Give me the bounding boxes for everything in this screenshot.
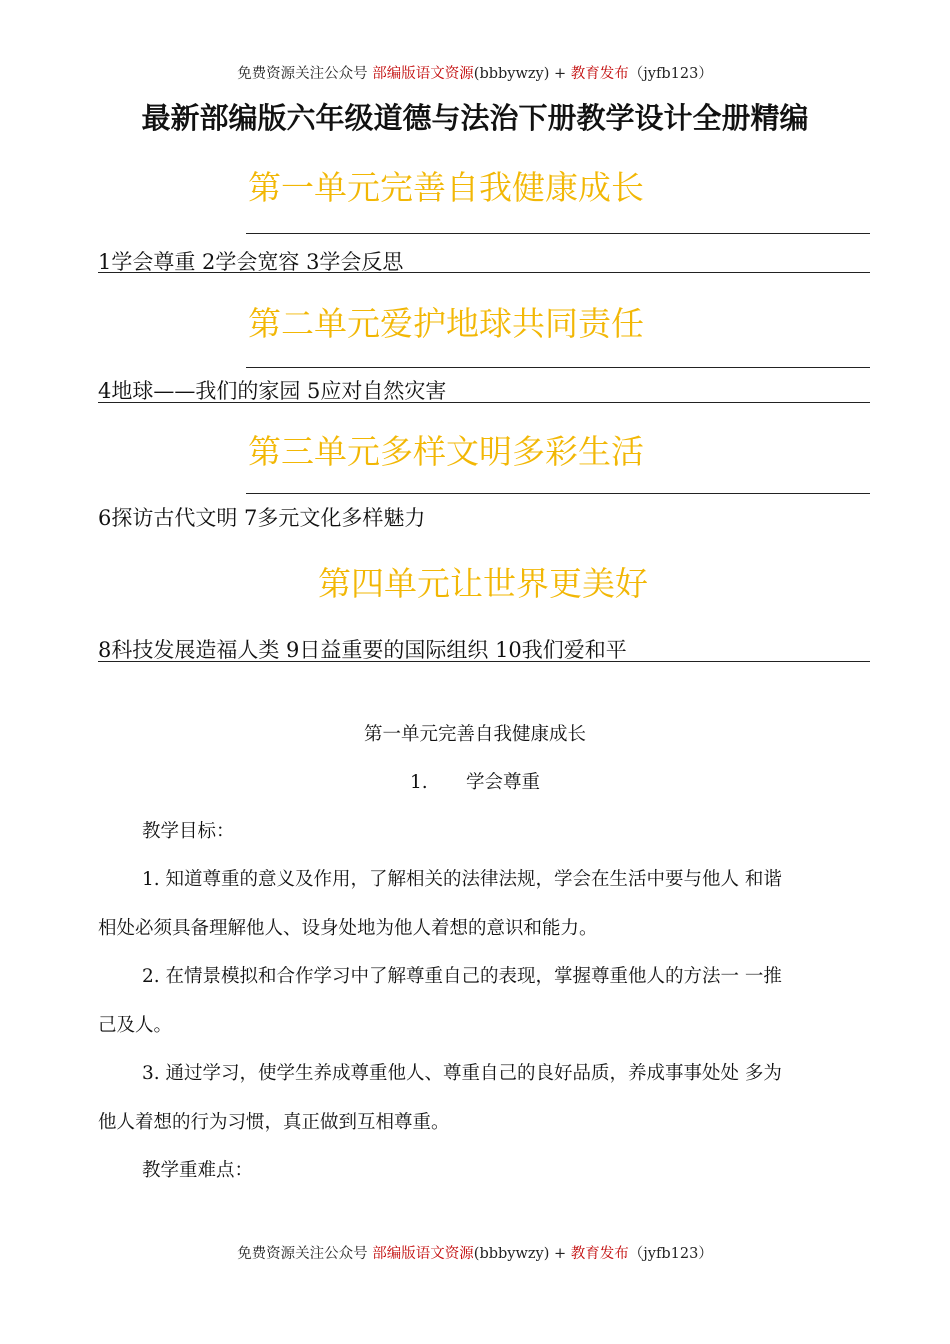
header-account-2: 教育发布	[570, 66, 629, 82]
unit-1-lessons: 1学会尊重 2学会宽容 3学会反思	[98, 250, 404, 274]
goal-1-line-2: 相处必须具备理解他人、设身处地为他人着想的意识和能力。	[98, 918, 598, 939]
footer-plus: +	[549, 1246, 571, 1262]
page-header	[0, 62, 950, 83]
unit-2-heading: 第二单元爱护地球共同责任	[248, 304, 644, 343]
goal-1-line-1: 1. 知道尊重的意义及作用，了解相关的法律法规，学会在生活中要与他人 和谐	[142, 869, 782, 890]
header-account-1: 部编版语文资源	[372, 66, 474, 82]
document-title: 最新部编版六年级道德与法治下册教学设计全册精编	[141, 101, 809, 135]
footer-account-1: 部编版语文资源	[372, 1246, 474, 1262]
unit-3-rule	[246, 493, 870, 494]
lesson-heading	[0, 771, 950, 795]
footer-prefix: 免费资源关注公众号	[237, 1246, 373, 1262]
header-code-1: (bbbywzy)	[473, 66, 550, 82]
unit-3-heading: 第三单元多样文明多彩生活	[248, 432, 644, 471]
unit-2-lessons-rule	[98, 402, 870, 403]
goals-label: 教学目标：	[142, 821, 235, 842]
goal-3-line-2: 他人着想的行为习惯，真正做到互相尊重。	[98, 1112, 450, 1133]
header-prefix: 免费资源关注公众号	[237, 66, 373, 82]
goal-2-line-2: 己及人。	[98, 1015, 173, 1036]
unit-1-rule	[246, 233, 870, 234]
goal-2-line-1: 2. 在情景模拟和合作学习中了解尊重自己的表现，掌握尊重他人的方法一 一推	[142, 966, 782, 987]
footer-code-2: （jyfb123）	[628, 1246, 713, 1262]
header-code-2: （jyfb123）	[628, 66, 713, 82]
unit-1-heading: 第一单元完善自我健康成长	[248, 168, 644, 207]
header-plus: +	[549, 66, 571, 82]
unit-3-lessons: 6探访古代文明 7多元文化多样魅力	[98, 506, 426, 530]
lesson-title: 学会尊重	[465, 772, 540, 793]
unit-2-rule	[246, 367, 870, 368]
goal-3-line-1: 3. 通过学习，使学生养成尊重他人、尊重自己的良好品质，养成事事处处 多为	[142, 1063, 782, 1084]
footer-account-2: 教育发布	[570, 1246, 629, 1262]
unit-2-lessons: 4地球——我们的家园 5应对自然灾害	[98, 379, 447, 403]
key-points-label: 教学重难点：	[142, 1160, 254, 1181]
unit-1-lessons-rule	[98, 272, 870, 273]
unit-4-lessons-rule	[98, 661, 870, 662]
unit-4-lessons: 8科技发展造福人类 9日益重要的国际组织 10我们爱和平	[98, 638, 627, 662]
lesson-number: 1.	[409, 772, 428, 793]
footer-code-1: (bbbywzy)	[473, 1246, 550, 1262]
section-unit-title: 第一单元完善自我健康成长	[363, 724, 586, 745]
page-footer	[0, 1242, 950, 1263]
unit-4-heading: 第四单元让世界更美好	[318, 564, 648, 603]
